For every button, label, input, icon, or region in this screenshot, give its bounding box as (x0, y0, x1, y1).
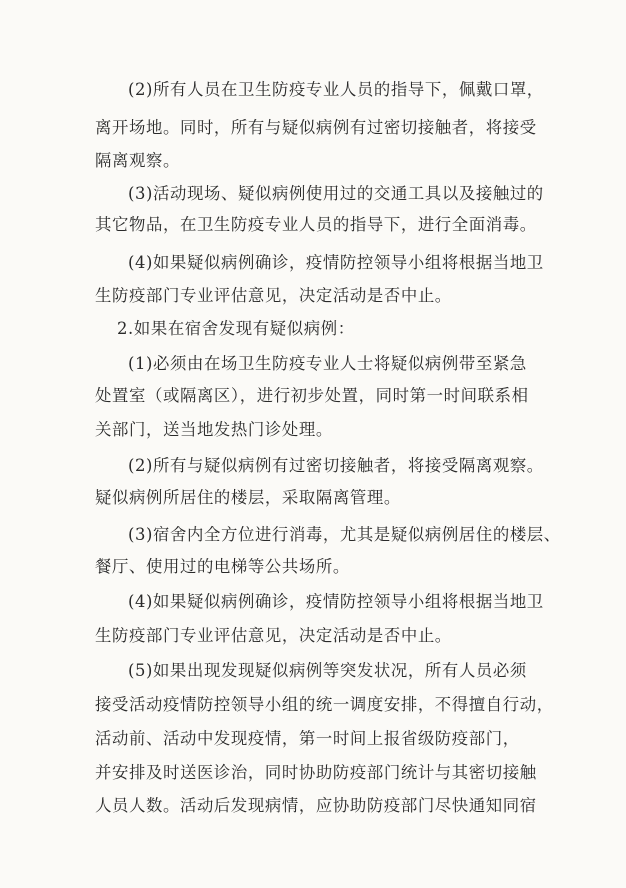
text-line: 其它物品，在卫生防疫专业人员的指导下，进行全面消毒。 (95, 215, 537, 234)
text-line: 2.如果在宿舍发现有疑似病例： (117, 319, 355, 338)
text-line: 餐厅、使用过的电梯等公共场所。 (95, 557, 350, 576)
text-line: 活动前、活动中发现疫情，第一时间上报省级防疫部门， (95, 729, 520, 748)
text-line: (2)所有人员在卫生防疫专业人员的指导下，佩戴口罩， (128, 80, 544, 99)
text-line: 生防疫部门专业评估意见，决定活动是否中止。 (95, 286, 452, 305)
text-line: (3)活动现场、疑似病例使用过的交通工具以及接触过的 (128, 184, 544, 203)
text-line: 人员人数。活动后发现病情，应协助防疫部门尽快通知同宿 (95, 796, 537, 815)
text-line: (4)如果疑似病例确诊，疫情防控领导小组将根据当地卫 (128, 253, 544, 272)
text-line: 处置室（或隔离区），进行初步处置，同时第一时间联系相 (95, 386, 529, 405)
text-line: (2)所有与疑似病例有过密切接触者，将接受隔离观察。 (128, 456, 544, 475)
text-line: 疑似病例所居住的楼层，采取隔离管理。 (95, 488, 401, 507)
text-line: 并安排及时送医诊治，同时协助防疫部门统计与其密切接触 (95, 763, 537, 782)
text-line: (4)如果疑似病例确诊，疫情防控领导小组将根据当地卫 (128, 592, 544, 611)
text-line: 生防疫部门专业评估意见，决定活动是否中止。 (95, 626, 452, 645)
text-line: 接受活动疫情防控领导小组的统一调度安排，不得擅自行动， (95, 695, 554, 714)
text-line: (1)必须由在场卫生防疫专业人士将疑似病例带至紧急 (128, 354, 527, 373)
text-line: 隔离观察。 (95, 151, 180, 170)
text-line: 关部门，送当地发热门诊处理。 (95, 420, 333, 439)
text-line: 离开场地。同时，所有与疑似病例有过密切接触者，将接受 (95, 118, 537, 137)
text-line: (3)宿舍内全方位进行消毒，尤其是疑似病例居住的楼层、 (128, 525, 561, 544)
text-line: (5)如果出现发现疑似病例等突发状况，所有人员必须 (128, 661, 527, 680)
